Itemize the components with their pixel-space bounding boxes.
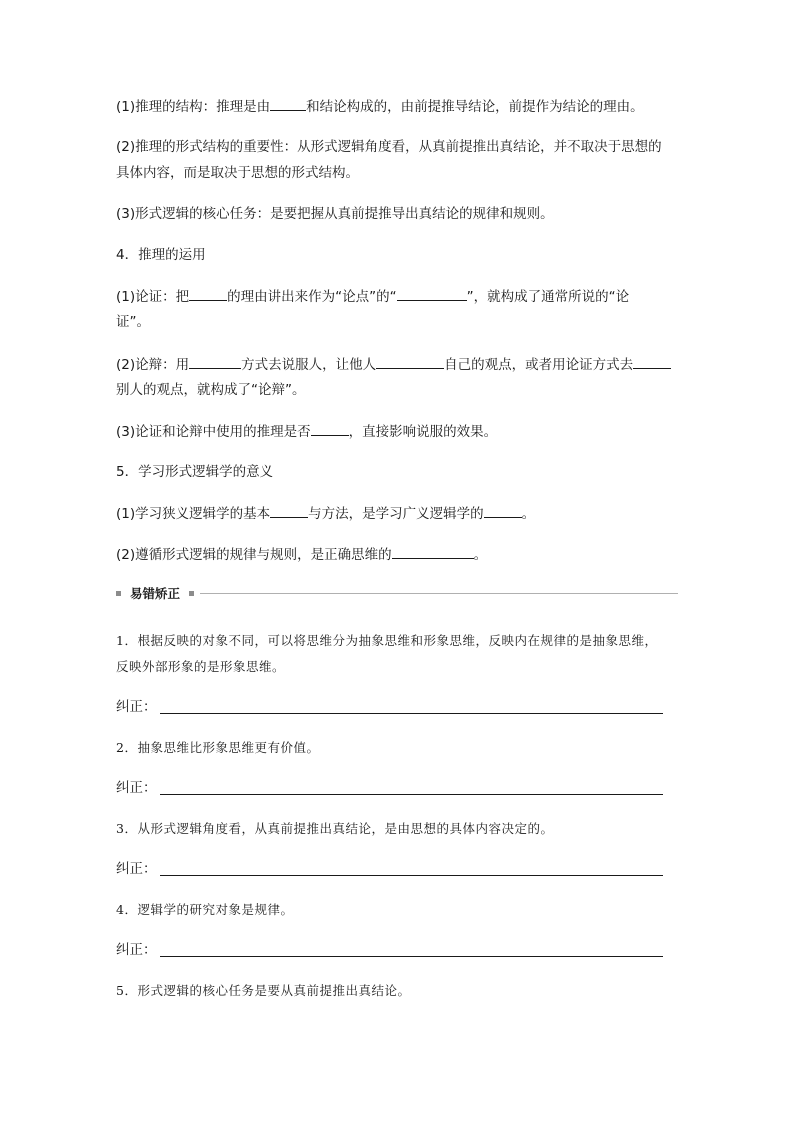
item-5-2-text-a: (2)遵循形式逻辑的规律与规则，是正确思维的	[116, 547, 392, 563]
correction-answer-line[interactable]	[160, 875, 663, 876]
question-3: 3．从形式逻辑角度看，从真前提推出真结论，是由思想的具体内容决定的。	[116, 821, 554, 836]
correction-answer-line[interactable]	[160, 956, 663, 957]
item-3-1	[116, 96, 644, 117]
item-5-2	[116, 544, 487, 565]
item-4-3-text-a: (3)论证和论辩中使用的推理是否	[116, 424, 311, 440]
item-4-1-line1	[116, 286, 629, 307]
item-3-1-text-b: 和结论构成的，由前提推导结论，前提作为结论的理由。	[306, 99, 644, 115]
item-4-3	[116, 421, 497, 442]
item-3-2-line2: 具体内容，而是取决于思想的形式结构。	[116, 165, 359, 181]
square-bullet-icon	[189, 591, 194, 596]
item-3-1-text-a: (1)推理的结构：推理是由	[116, 99, 271, 115]
correction-3	[116, 859, 157, 879]
item-4-2-line1	[116, 354, 671, 375]
correction-4	[116, 940, 157, 960]
item-4-3-text-b: ，直接影响说服的效果。	[348, 424, 498, 440]
correction-2	[116, 778, 157, 798]
correction-1	[116, 697, 157, 717]
correction-label: 纠正：	[116, 699, 157, 715]
fill-blank[interactable]	[397, 286, 467, 301]
question-4: 4．逻辑学的研究对象是规律。	[116, 902, 294, 917]
item-5-1	[116, 503, 535, 524]
item-5-1-text-c: 。	[521, 506, 536, 522]
item-4-1-text-a: (1)论证：把	[116, 289, 190, 305]
fill-blank[interactable]	[484, 503, 522, 518]
fill-blank[interactable]	[376, 354, 444, 369]
correction-label: 纠正：	[116, 861, 157, 877]
fill-blank[interactable]	[311, 421, 349, 436]
correction-answer-line[interactable]	[160, 713, 663, 714]
question-2: 2．抽象思维比形象思维更有价值。	[116, 740, 320, 755]
item-4-2-line2: 别人的观点，就构成了“论辩”。	[116, 382, 306, 398]
item-4-2-text-c: 自己的观点，或者用论证方式去	[444, 357, 634, 373]
item-4-2-text-b: 方式去说服人，让他人	[241, 357, 377, 373]
question-5: 5．形式逻辑的核心任务是要从真前提推出真结论。	[116, 983, 411, 998]
item-4-1-text-c: ”，就构成了通常所说的“论	[466, 289, 630, 305]
item-4-2-text-a: (2)论辩：用	[116, 357, 190, 373]
item-3-3: (3)形式逻辑的核心任务：是要把握从真前提推导出真结论的规律和规则。	[116, 206, 554, 222]
fill-blank[interactable]	[392, 544, 474, 559]
fill-blank[interactable]	[633, 354, 671, 369]
item-5-2-text-b: 。	[473, 547, 488, 563]
item-5-1-text-b: 与方法，是学习广义逻辑学的	[308, 506, 484, 522]
square-bullet-icon	[116, 591, 121, 596]
item-4-1-text-b: 的理由讲出来作为“论点”的“	[227, 289, 397, 305]
item-4-1-line2: 证”。	[116, 314, 150, 330]
fill-blank[interactable]	[189, 286, 227, 301]
fill-blank[interactable]	[270, 96, 306, 111]
heading-4: 4．推理的运用	[116, 247, 206, 263]
correction-label: 纠正：	[116, 780, 157, 796]
correction-label: 纠正：	[116, 942, 157, 958]
question-1-line1: 1．根据反映的对象不同，可以将思维分为抽象思维和形象思维，反映内在规律的是抽象思维，	[116, 633, 658, 648]
header-divider	[200, 593, 678, 594]
error-correction-header	[116, 584, 678, 604]
question-1-line2: 反映外部形象的是形象思维。	[116, 659, 286, 674]
fill-blank[interactable]	[189, 354, 241, 369]
error-correction-title: 易错矫正	[130, 586, 181, 601]
correction-answer-line[interactable]	[160, 794, 663, 795]
item-5-1-text-a: (1)学习狭义逻辑学的基本	[116, 506, 271, 522]
heading-5: 5．学习形式逻辑学的意义	[116, 464, 274, 480]
fill-blank[interactable]	[270, 503, 308, 518]
item-3-2-line1: (2)推理的形式结构的重要性：从形式逻辑角度看，从真前提推出真结论，并不取决于思想的	[116, 139, 662, 155]
